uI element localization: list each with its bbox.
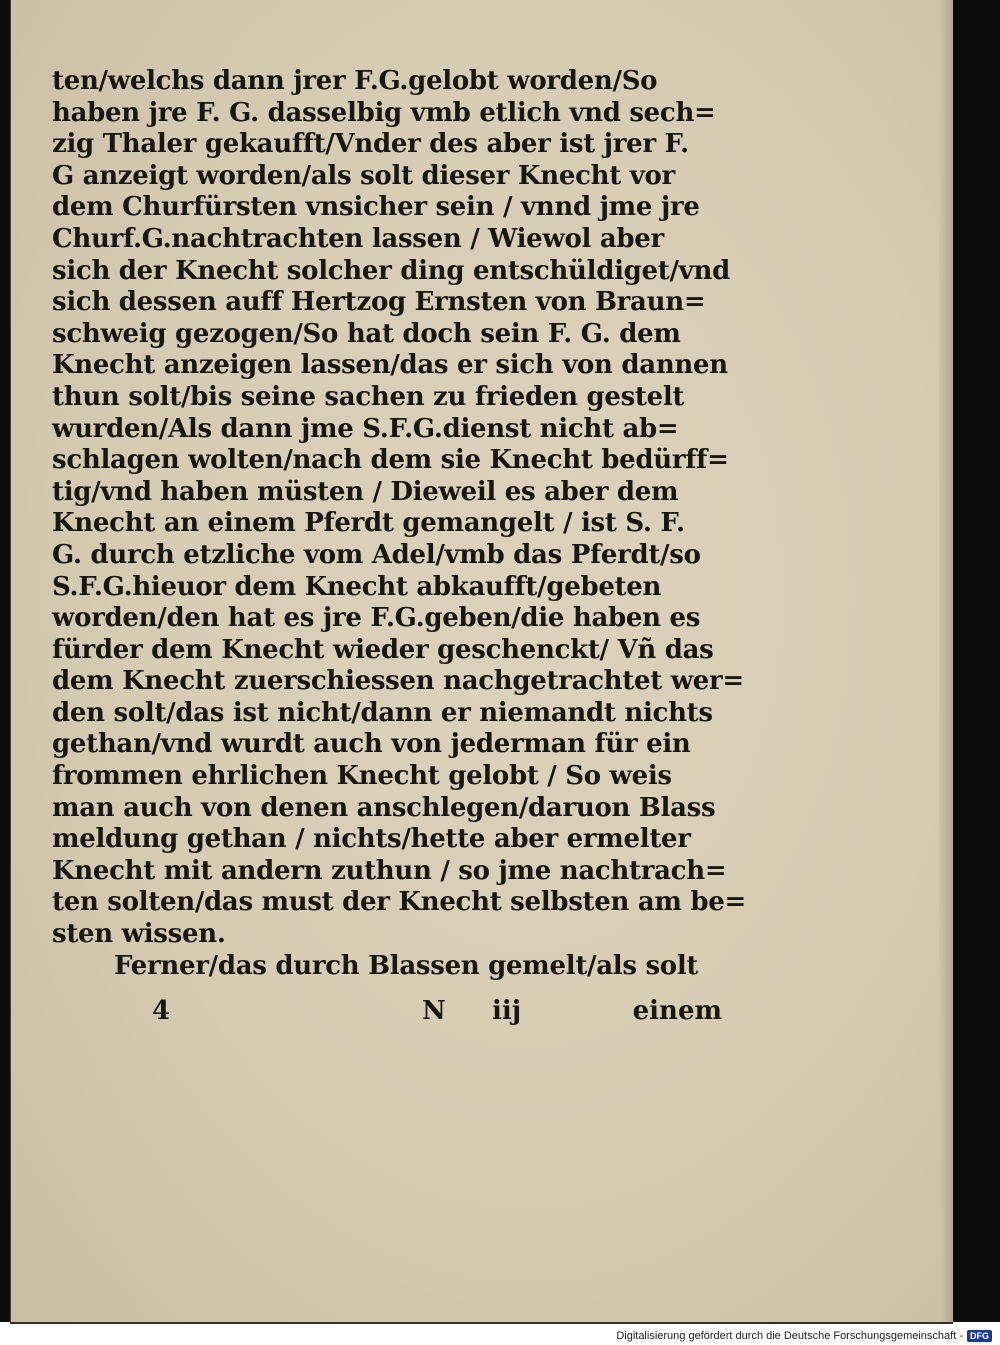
catchword: einem <box>632 996 722 1026</box>
text-line: tig/vnd haben müsten / Dieweil es aber dem <box>52 476 679 507</box>
text-line: sich der Knecht solcher ding entschüldiget/vnd <box>52 255 730 286</box>
text-line: G. durch etzliche vom Adel/vmb das Pferdt/so <box>52 539 701 570</box>
paragraph-start-line: Ferner/das durch Blassen gemelt/als solt <box>114 950 699 981</box>
text-line: dem Churfürsten vnsicher sein / vnnd jme jre <box>52 192 700 223</box>
text-line: S.F.G.hieuor dem Knecht abkaufft/gebeten <box>52 571 662 602</box>
text-line: ten solten/das must der Knecht selbsten am be= <box>52 887 746 918</box>
text-line: schweig gezogen/So hat doch sein F. G. dem <box>52 318 681 349</box>
text-line: G anzeigt worden/als solt dieser Knecht vor <box>52 160 675 191</box>
signature-letter: N <box>422 996 446 1026</box>
text-line: meldung gethan / nichts/hette aber ermelter <box>52 824 691 855</box>
text-line: zig Thaler gekaufft/Vnder des aber ist jrer F. <box>52 129 689 160</box>
text-line: worden/den hat es jre F.G.geben/die haben es <box>52 603 701 634</box>
page-footer <box>52 996 722 1028</box>
dfg-logo-icon: DFG <box>967 1330 992 1342</box>
body-text <box>52 66 746 982</box>
credit-text: Digitalisierung gefördert durch die Deutsche Forschungsgemeinschaft - <box>616 1330 963 1342</box>
text-line: Knecht an einem Pferdt gemangelt / ist S. F. <box>52 508 685 539</box>
signature-number: iij <box>492 996 522 1026</box>
text-line: Knecht anzeigen lassen/das er sich von dannen <box>52 350 728 381</box>
text-line: fürder dem Knecht wieder geschenckt/ Vñ das <box>52 634 714 665</box>
text-line: sich dessen auff Hertzog Ernsten von Braun= <box>52 287 706 318</box>
text-line: dem Knecht zuerschiessen nachgetrachtet wer= <box>52 666 744 697</box>
page-number: 4 <box>152 996 171 1026</box>
text-line: thun solt/bis seine sachen zu frieden gestelt <box>52 381 685 412</box>
text-line: Churf.G.nachtrachten lassen / Wiewol aber <box>52 223 664 254</box>
text-line: den solt/das ist nicht/dann er niemandt nichts <box>52 697 713 728</box>
text-line: schlagen wolten/nach dem sie Knecht bedürff= <box>52 445 729 476</box>
text-line: gethan/vnd wurdt auch von jederman für ein <box>52 729 691 760</box>
page-gutter <box>939 0 953 1322</box>
text-line: frommen ehrlichen Knecht gelobt / So weis <box>52 761 672 792</box>
text-line: wurden/Als dann jme S.F.G.dienst nicht ab= <box>52 413 679 444</box>
text-line: Knecht mit andern zuthun / so jme nachtrach= <box>52 855 727 886</box>
digitization-credit <box>616 1330 992 1342</box>
text-line: man auch von denen anschlegen/daruon Blass <box>52 792 716 823</box>
text-line: ten/welchs dann jrer F.G.gelobt worden/So <box>52 66 658 96</box>
text-line: sten wissen. <box>52 919 226 950</box>
text-line: haben jre F. G. dasselbig vmb etlich vnd sech= <box>52 97 716 128</box>
